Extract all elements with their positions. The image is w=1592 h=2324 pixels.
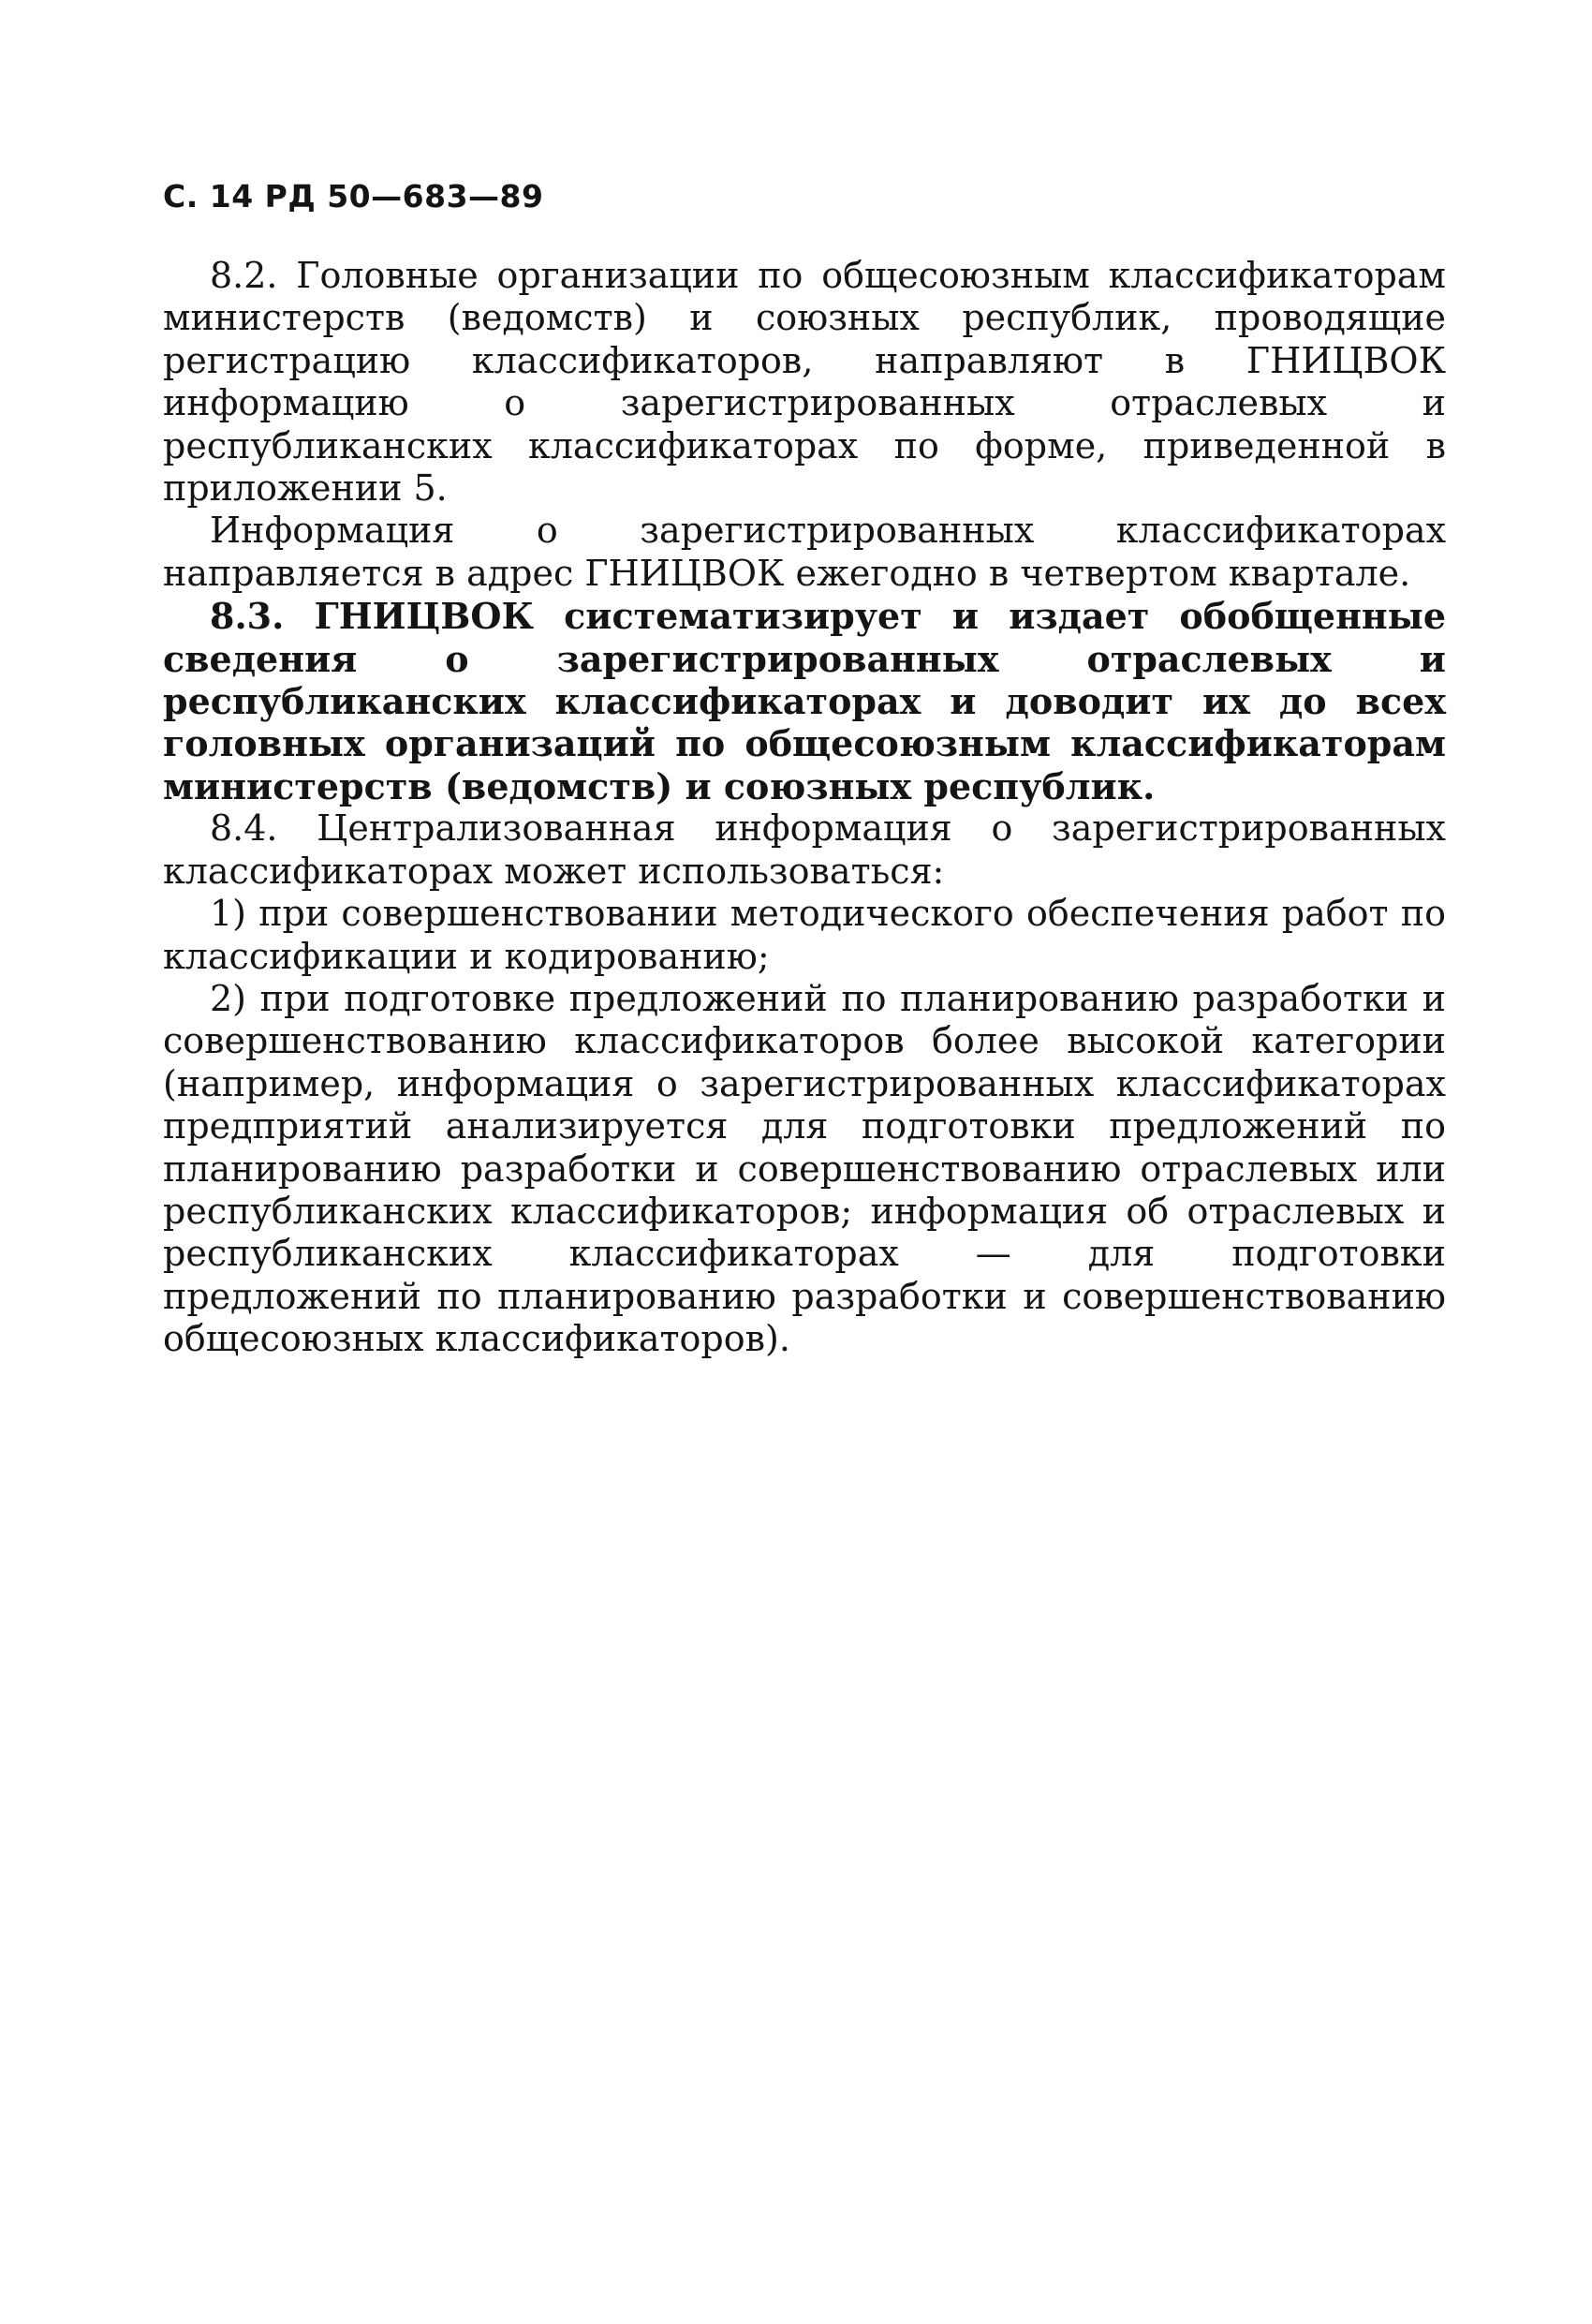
paragraph-8-2: 8.2. Головные организации по общесоюзным классификаторам министерств (ведомств) и союзных республик, проводящие регистрацию классификаторов, направляют в ГНИЦВОК информацию о зарегистрированных отраслевых и республиканских классификаторах по форме, приведенной в приложении 5. [163, 255, 1446, 510]
paragraph-8-2-info: Информация о зарегистрированных классификаторах направляется в адрес ГНИЦВОК ежегодно в четвертом квартале. [163, 510, 1446, 594]
list-item-1: 1) при совершенствовании методического обеспечения работ по классификации и кодированию; [163, 893, 1446, 977]
document-body [163, 255, 1446, 1361]
page-header: С. 14 РД 50—683—89 [163, 178, 544, 215]
paragraph-8-4: 8.4. Централизованная информация о зарегистрированных классификаторах может использоваться: [163, 807, 1446, 892]
paragraph-8-3: 8.3. ГНИЦВОК систематизирует и издает обобщенные сведения о зарегистрированных отраслевых и республиканских классификаторах и доводит их до всех головных организаций по общесоюзным классификаторам министерств (ведомств) и союзных республик. [163, 595, 1446, 807]
list-item-2: 2) при подготовке предложений по планированию разработки и совершенствованию классификаторов более высокой категории (например, информация о зарегистрированных классификаторах предприятий анализируется для подготовки предложений по планированию разработки и совершенствованию отраслевых или республиканских классификаторов; информация об отраслевых и республиканских классификаторах — для подготовки предложений по планированию разработки и совершенствованию общесоюзных классификаторов). [163, 977, 1446, 1360]
